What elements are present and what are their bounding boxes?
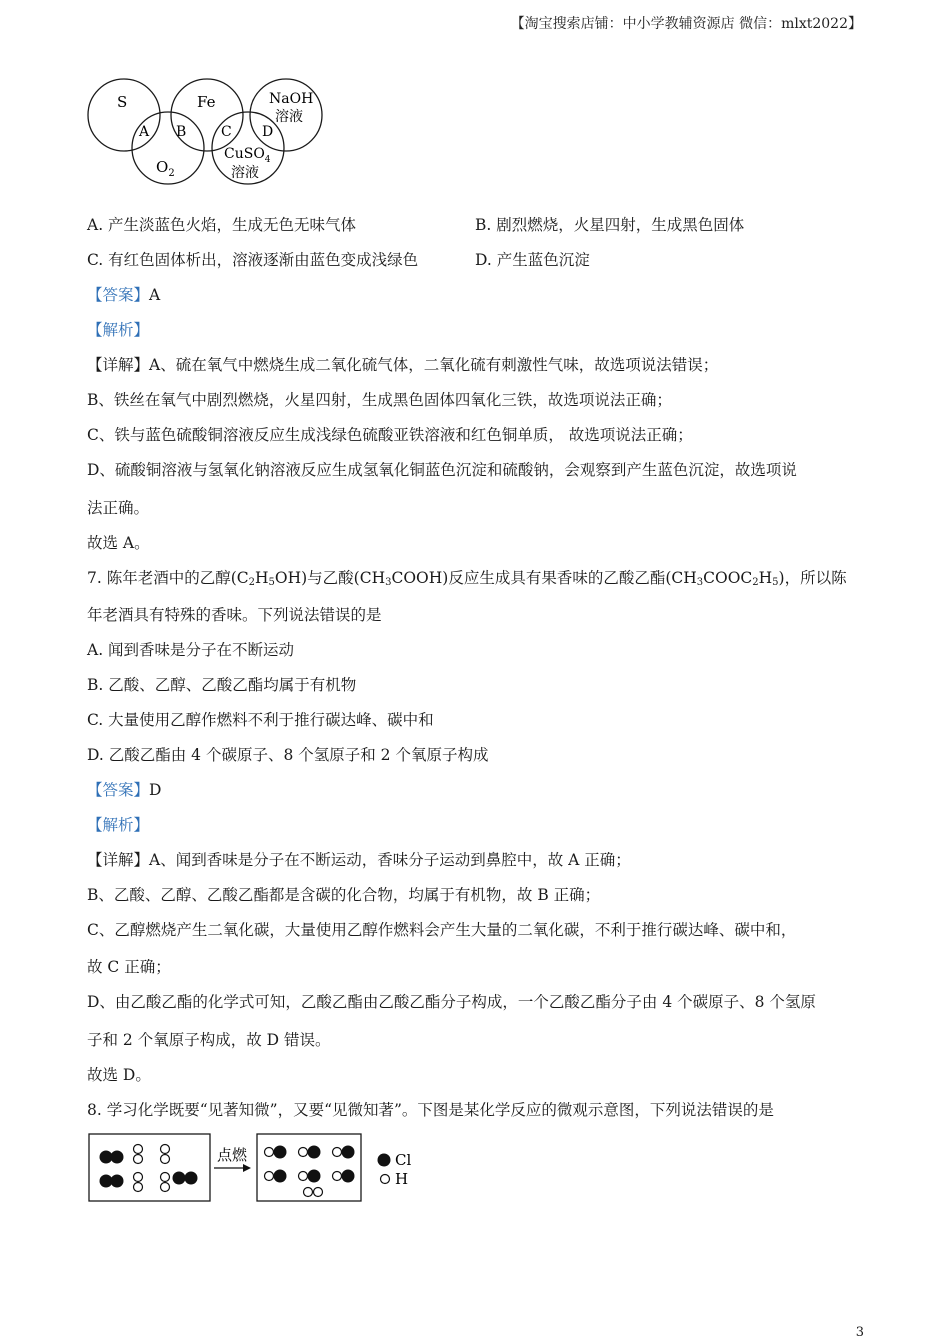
circle-label-fe: Fe — [197, 93, 216, 111]
answer-value: A — [149, 286, 161, 304]
detail-text: A、闻到香味是分子在不断运动，香味分子运动到鼻腔中，故 A 正确； — [149, 851, 631, 869]
circle-label-s: S — [117, 93, 128, 111]
legend-h-icon — [381, 1175, 390, 1184]
region-label-b: B — [176, 124, 187, 140]
region-label-c: C — [221, 124, 232, 140]
q6-option-b: B. 剧烈燃烧，火星四射，生成黑色固体 — [475, 216, 745, 234]
q6-option-c: C. 有红色固体析出，溶液逐渐由蓝色变成浅绿色 — [87, 251, 419, 269]
q6-detail-b: B、铁丝在氧气中剧烈燃烧，火星四射，生成黑色固体四氧化三铁，故选项说法正确； — [87, 391, 672, 409]
circle-label-naoh: NaOH — [269, 91, 314, 107]
circle-label-o2: $O_2$ — [156, 158, 175, 179]
q7-conclusion: 故选 D。 — [87, 1066, 151, 1084]
circle-label-naoh-solution: 溶液 — [275, 109, 303, 125]
q6-detail-d: D、硫酸铜溶液与氢氧化钠溶液反应生成氢氧化铜蓝色沉淀和硫酸钠，会观察到产生蓝色沉淀，故选项说 — [87, 461, 797, 479]
legend-cl-icon — [378, 1154, 391, 1167]
circle-label-cuso4: CuSO$_4$ — [224, 146, 271, 165]
micro-reaction-diagram — [86, 1130, 426, 1206]
q7-detail-c-cont: 故 C 正确； — [87, 958, 171, 976]
q7-detail-c: C、乙醇燃烧产生二氧化碳，大量使用乙醇作燃料会产生大量的二氧化碳，不利于推行碳达峰、碳中和， — [87, 921, 797, 939]
region-label-a: A — [139, 124, 150, 140]
legend-cl-label: Cl — [395, 1151, 412, 1169]
q7-stem-cont: 年老酒具有特殊的香味。下列说法错误的是 — [87, 606, 382, 624]
reactants-box — [89, 1134, 210, 1201]
q7-option-b: B. 乙酸、乙醇、乙酸乙酯均属于有机物 — [87, 676, 357, 694]
detail-tag: 【详解】 — [87, 356, 150, 374]
arrow-label: 点燃 — [217, 1146, 248, 1164]
circle-label-cuso4-solution: 溶液 — [231, 165, 259, 181]
page-header: 【淘宝搜索店铺：中小学教辅资源店 微信：mlxt2022】 — [510, 16, 862, 32]
q6-detail-a — [87, 354, 718, 376]
reaction-circles-diagram — [86, 78, 331, 190]
page-number: 3 — [855, 1325, 864, 1340]
q7-detail-d-cont: 子和 2 个氧原子构成，故 D 错误。 — [87, 1031, 331, 1049]
q6-detail-c: C、铁与蓝色硫酸铜溶液反应生成浅绿色硫酸亚铁溶液和红色铜单质， 故选项说法正确； — [87, 426, 693, 444]
q7-analysis-tag: 【解析】 — [87, 816, 150, 834]
detail-text: A、硫在氧气中燃烧生成二氧化硫气体，二氧化硫有刺激性气味，故选项说法错误； — [149, 356, 719, 374]
q7-option-a: A. 闻到香味是分子在不断运动 — [87, 641, 295, 659]
q6-option-d: D. 产生蓝色沉淀 — [475, 251, 590, 269]
q6-analysis-tag: 【解析】 — [87, 321, 150, 339]
q6-option-a: A. 产生淡蓝色火焰，生成无色无味气体 — [87, 216, 357, 234]
legend-h-label: H — [395, 1170, 409, 1188]
q6-detail-d-cont: 法正确。 — [87, 499, 150, 517]
answer-value: D — [149, 781, 162, 799]
q7-detail-a — [87, 849, 631, 871]
q7-detail-b: B、乙酸、乙醇、乙酸乙酯都是含碳的化合物，均属于有机物，故 B 正确； — [87, 886, 601, 904]
q7-detail-d: D、由乙酸乙酯的化学式可知，乙酸乙酯由乙酸乙酯分子构成，一个乙酸乙酯分子由 4 个碳原子、8 个氢原 — [87, 993, 816, 1011]
detail-tag: 【详解】 — [87, 851, 150, 869]
q8-stem: 8. 学习化学既要“见著知微”，又要“见微知著”。下图是某化学反应的微观示意图，下列说法错误的是 — [87, 1101, 774, 1119]
answer-tag: 【答案】 — [87, 286, 150, 304]
q7-stem: 7. 陈年老酒中的乙醇$(C_2H_5OH)$与乙酸$(CH_3COOH)$反应生成具有果香味的乙酸乙酯$(CH_3COOC_2H_5)$，所以陈 — [87, 569, 847, 588]
q7-option-d: D. 乙酸乙酯由 4 个碳原子、8 个氢原子和 2 个氧原子构成 — [87, 746, 489, 764]
q6-conclusion: 故选 A。 — [87, 534, 150, 552]
region-label-d: D — [262, 124, 274, 140]
answer-tag: 【答案】 — [87, 781, 150, 799]
q6-answer — [87, 284, 160, 306]
q7-answer — [87, 779, 161, 801]
q7-option-c: C. 大量使用乙醇作燃料不利于推行碳达峰、碳中和 — [87, 711, 434, 729]
